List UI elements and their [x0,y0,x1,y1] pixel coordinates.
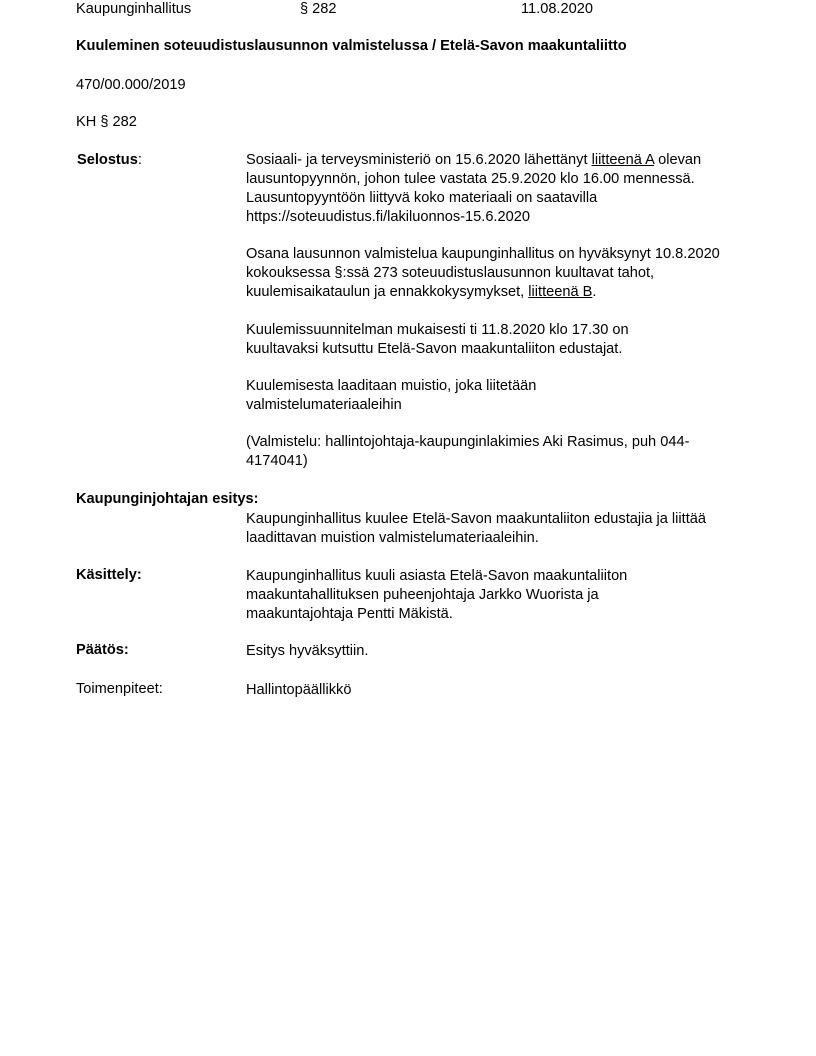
document-title: Kuuleminen soteuudistuslausunnon valmistelussa / Etelä-Savon maakuntaliitto [76,38,627,54]
selostus-p1-text-after: olevan lausuntopyynnön, johon tulee vastata 25.9.2020 klo 16.00 mennessä. Lausuntopyyntöön liittyvä koko materiaali on saatavilla https://soteuudistus.fi/lakiluonnos-15.6.2020 [246,152,702,225]
selostus-paragraph-4 [246,377,626,415]
selostus-paragraph-3 [246,321,686,359]
header-body: Kaupunginhallitus [76,1,192,17]
paatos-paragraph [246,642,746,661]
toimenpiteet-label: Toimenpiteet: [76,681,163,697]
esitys-text: Kaupunginhallitus kuulee Etelä-Savon maakuntaliiton edustajia ja liittää laadittavan muistion valmistelumateriaaleihin. [246,511,707,546]
toimenpiteet-text: Hallintopäällikkö [246,682,352,698]
paatos-label: Päätös: [76,642,129,658]
selostus-colon: : [137,152,142,168]
header-date: 11.08.2020 [521,1,593,17]
selostus-label-wrap [77,152,142,168]
header-section: § 282 [300,1,337,17]
selostus-paragraph-5 [246,433,716,471]
selostus-p2-text-after: . [592,284,597,300]
esitys-paragraph [246,510,726,548]
selostus-paragraph-2 [246,245,736,302]
attachment-b-link[interactable]: liitteenä B [528,284,593,300]
selostus-p5-text: (Valmistelu: hallintojohtaja-kaupunginlakimies Aki Rasimus, puh 044-4174041) [246,434,690,469]
esitys-label: Kaupunginjohtajan esitys: [76,491,259,507]
toimenpiteet-paragraph [246,681,746,700]
kasittely-paragraph [246,567,666,624]
kh-section: KH § 282 [76,114,137,130]
kasittely-label: Käsittely: [76,567,142,583]
diary-number: 470/00.000/2019 [76,77,186,93]
selostus-p2-text: Osana lausunnon valmistelua kaupunginhallitus on hyväksynyt 10.8.2020 kokouksessa §:ssä 273 soteuudistuslausunnon kuultavat tahot, kuulemisaikataulun ja ennakkokysymykset, [246,246,720,300]
paatos-text: Esitys hyväksyttiin. [246,643,369,659]
kasittely-text: Kaupunginhallitus kuuli asiasta Etelä-Savon maakuntaliiton maakuntahallituksen puheenjohtaja Jarkko Wuorista ja maakuntajohtaja Pentti Mäkistä. [246,568,628,622]
selostus-p1-text: Sosiaali- ja terveysministeriö on 15.6.2020 lähettänyt [246,152,592,168]
selostus-p4-text: Kuulemisesta laaditaan muistio, joka liitetään valmistelumateriaaleihin [246,378,537,413]
selostus-label: Selostus [77,152,138,168]
selostus-p3-text: Kuulemissuunnitelman mukaisesti ti 11.8.2020 klo 17.30 on kuultavaksi kutsuttu Etelä-Savon maakuntaliiton edustajat. [246,322,629,357]
selostus-paragraph-1 [246,151,736,227]
attachment-a-link[interactable]: liitteenä A [591,152,655,168]
